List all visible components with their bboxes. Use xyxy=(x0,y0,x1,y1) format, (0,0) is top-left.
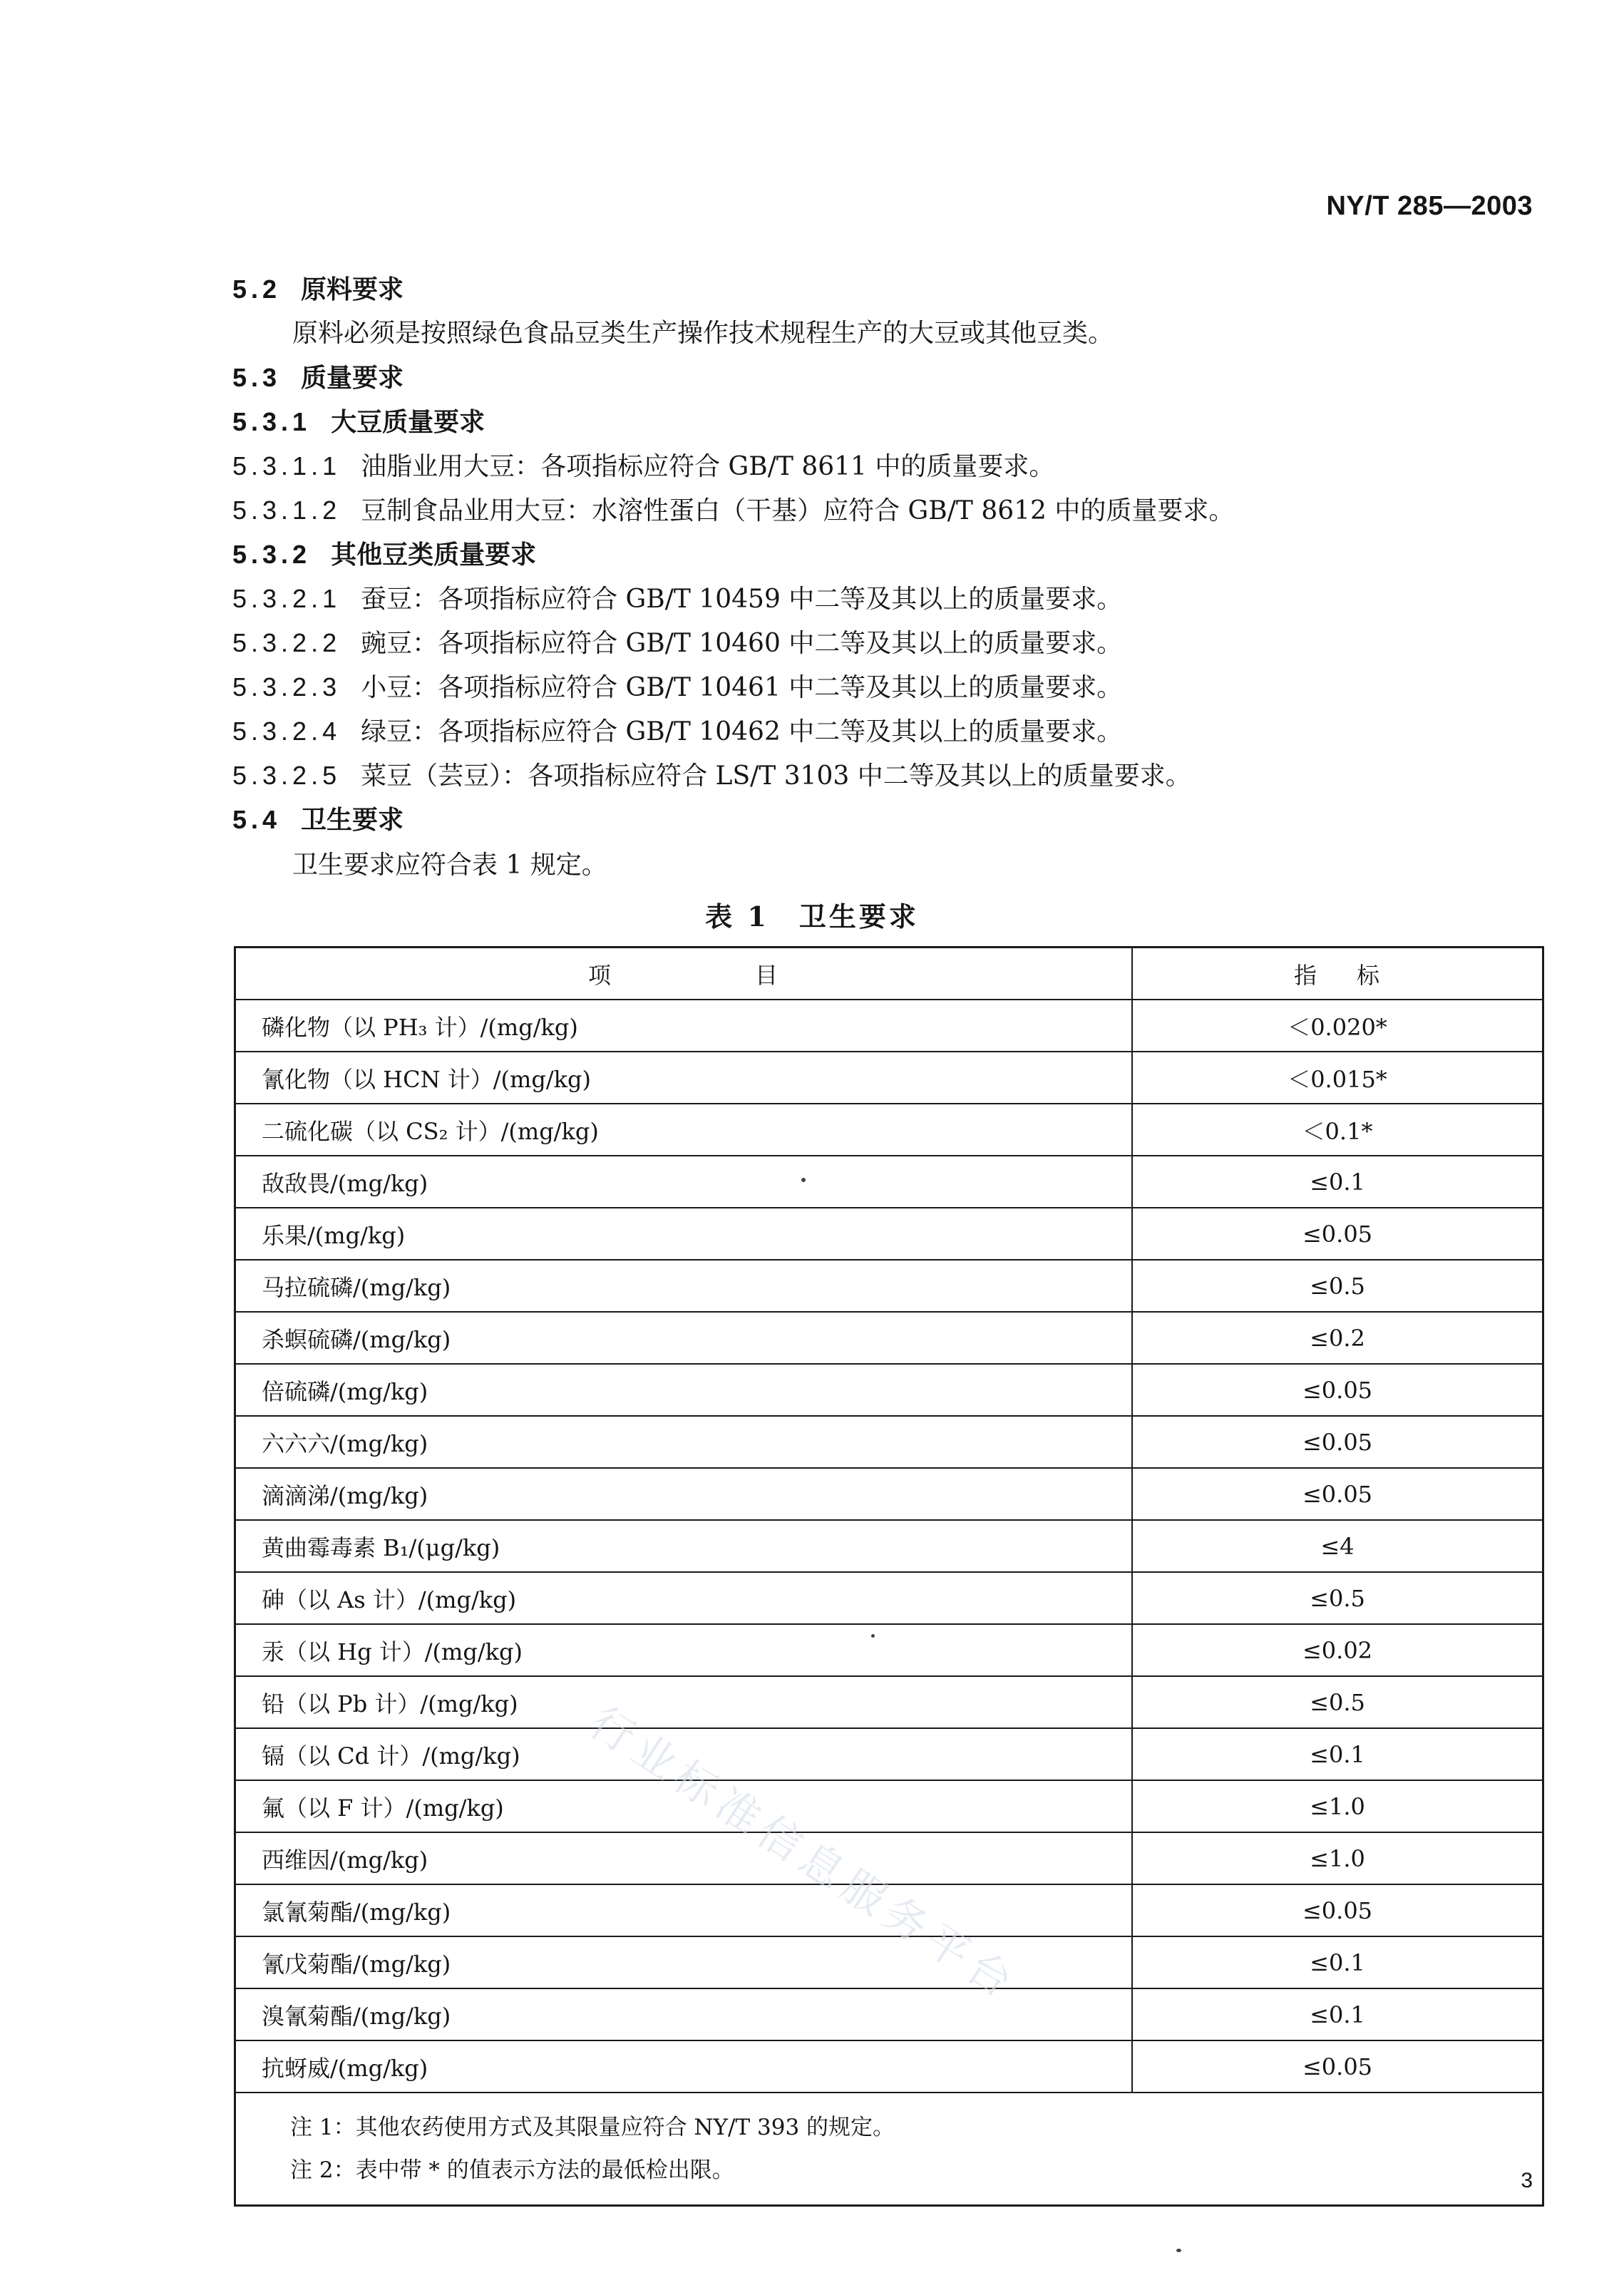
section-title: 质量要求 xyxy=(301,363,404,393)
clause-number: 5.3.2.4 xyxy=(232,717,341,746)
item-cell: 溴氰菊酯/(mg/kg) xyxy=(235,1988,1133,2040)
section-5-3-1-heading xyxy=(232,405,485,439)
scan-speck xyxy=(801,1178,806,1182)
indicator-cell: ≤0.1 xyxy=(1132,1728,1543,1780)
item-cell: 磷化物（以 PH₃ 计）/(mg/kg) xyxy=(235,1000,1133,1052)
table-row xyxy=(235,1052,1543,1104)
clause-5-3-1-2 xyxy=(232,493,1234,528)
section-5-3-2-heading xyxy=(232,538,536,572)
table-title: 表 1 卫生要求 xyxy=(705,900,919,933)
indicator-cell: ≤0.5 xyxy=(1132,1676,1543,1728)
indicator-cell: ≤0.05 xyxy=(1132,1416,1543,1468)
clause-5-3-2-3 xyxy=(232,670,1122,705)
table-row xyxy=(235,1468,1543,1520)
table-row xyxy=(235,1000,1543,1052)
item-cell: 敌敌畏/(mg/kg) xyxy=(235,1156,1133,1208)
item-cell: 氟（以 F 计）/(mg/kg) xyxy=(235,1780,1133,1832)
section-5-4-body: 卫生要求应符合表 1 规定。 xyxy=(292,851,607,880)
indicator-cell: ≤0.2 xyxy=(1132,1312,1543,1364)
indicator-cell: ≤0.05 xyxy=(1132,1208,1543,1260)
table-row xyxy=(235,1728,1543,1780)
indicator-cell: ≤0.1 xyxy=(1132,1988,1543,2040)
section-title: 卫生要求 xyxy=(301,805,404,835)
header-indicator: 指 标 xyxy=(1132,948,1543,1000)
item-cell: 黄曲霉毒素 B₁/(μg/kg) xyxy=(235,1520,1133,1572)
section-number: 5.3.1 xyxy=(232,407,312,436)
item-cell: 铅（以 Pb 计）/(mg/kg) xyxy=(235,1676,1133,1728)
section-5-3-heading xyxy=(232,361,404,395)
section-title: 大豆质量要求 xyxy=(331,407,485,437)
table-notes-row xyxy=(235,2093,1543,2206)
indicator-cell: ≤0.05 xyxy=(1132,1468,1543,1520)
table-row xyxy=(235,1312,1543,1364)
table-row xyxy=(235,1624,1543,1676)
item-cell: 氰戊菊酯/(mg/kg) xyxy=(235,1936,1133,1988)
page-number: 3 xyxy=(1521,2169,1533,2192)
item-cell: 汞（以 Hg 计）/(mg/kg) xyxy=(235,1624,1133,1676)
note-1: 注 1：其他农药使用方式及其限量应符合 NY/T 393 的规定。 xyxy=(290,2115,895,2140)
section-title: 原料要求 xyxy=(301,274,404,304)
clause-text: 油脂业用大豆：各项指标应符合 GB/T 8611 中的质量要求。 xyxy=(361,452,1055,481)
clause-number: 5.3.2.5 xyxy=(232,761,341,790)
scan-speck xyxy=(1176,2249,1181,2252)
indicator-cell: ≤0.5 xyxy=(1132,1572,1543,1624)
clause-5-3-1-1 xyxy=(232,449,1054,484)
table-row xyxy=(235,1780,1543,1832)
indicator-cell: ＜0.015* xyxy=(1132,1052,1543,1104)
clause-text: 菜豆（芸豆）：各项指标应符合 LS/T 3103 中二等及其以上的质量要求。 xyxy=(361,761,1191,791)
clause-5-3-2-5 xyxy=(232,759,1191,794)
indicator-cell: ≤4 xyxy=(1132,1520,1543,1572)
table-row xyxy=(235,1364,1543,1416)
table-row xyxy=(235,1260,1543,1312)
table-row xyxy=(235,1936,1543,1988)
table-row xyxy=(235,1208,1543,1260)
indicator-cell: ≤1.0 xyxy=(1132,1832,1543,1884)
table-row xyxy=(235,1520,1543,1572)
item-cell: 抗蚜威/(mg/kg) xyxy=(235,2040,1133,2093)
clause-number: 5.3.2.3 xyxy=(232,672,341,702)
indicator-cell: ≤0.05 xyxy=(1132,1364,1543,1416)
indicator-cell: ≤0.05 xyxy=(1132,2040,1543,2093)
section-5-2-heading xyxy=(232,272,404,307)
clause-5-3-2-4 xyxy=(232,714,1122,749)
table-notes xyxy=(235,2093,1543,2206)
indicator-cell: ＜0.1* xyxy=(1132,1104,1543,1156)
section-5-2-body: 原料必须是按照绿色食品豆类生产操作技术规程生产的大豆或其他豆类。 xyxy=(292,319,1114,348)
note-2: 注 2：表中带 * 的值表示方法的最低检出限。 xyxy=(290,2157,734,2183)
table-row xyxy=(235,2040,1543,2093)
section-title: 其他豆类质量要求 xyxy=(331,540,537,570)
indicator-cell: ＜0.020* xyxy=(1132,1000,1543,1052)
item-cell: 六六六/(mg/kg) xyxy=(235,1416,1133,1468)
indicator-cell: ≤1.0 xyxy=(1132,1780,1543,1832)
clause-number: 5.3.2.2 xyxy=(232,628,341,657)
clause-5-3-2-2 xyxy=(232,626,1122,661)
clause-number: 5.3.2.1 xyxy=(232,584,341,613)
table-row xyxy=(235,1676,1543,1728)
item-cell: 氯氰菊酯/(mg/kg) xyxy=(235,1884,1133,1936)
item-cell: 乐果/(mg/kg) xyxy=(235,1208,1133,1260)
hygiene-requirements-table xyxy=(234,946,1544,2207)
table-row xyxy=(235,1104,1543,1156)
indicator-cell: ≤0.02 xyxy=(1132,1624,1543,1676)
scan-speck xyxy=(871,1634,875,1638)
clause-5-3-2-1 xyxy=(232,582,1122,617)
indicator-cell: ≤0.1 xyxy=(1132,1936,1543,1988)
item-cell: 砷（以 As 计）/(mg/kg) xyxy=(235,1572,1133,1624)
table-header-row xyxy=(235,948,1543,1000)
indicator-cell: ≤0.05 xyxy=(1132,1884,1543,1936)
item-cell: 氰化物（以 HCN 计）/(mg/kg) xyxy=(235,1052,1133,1104)
clause-text: 豆制食品业用大豆：水溶性蛋白（干基）应符合 GB/T 8612 中的质量要求。 xyxy=(361,496,1235,525)
header-item: 项 目 xyxy=(235,948,1133,1000)
item-cell: 二硫化碳（以 CS₂ 计）/(mg/kg) xyxy=(235,1104,1133,1156)
clause-text: 蚕豆：各项指标应符合 GB/T 10459 中二等及其以上的质量要求。 xyxy=(361,585,1123,614)
section-5-4-heading xyxy=(232,803,404,837)
section-number: 5.3.2 xyxy=(232,540,312,569)
clause-number: 5.3.1.2 xyxy=(232,496,341,525)
item-cell: 倍硫磷/(mg/kg) xyxy=(235,1364,1133,1416)
section-number: 5.4 xyxy=(232,805,282,834)
indicator-cell: ≤0.5 xyxy=(1132,1260,1543,1312)
table-row xyxy=(235,1416,1543,1468)
clause-number: 5.3.1.1 xyxy=(232,451,341,481)
table-row xyxy=(235,1156,1543,1208)
item-cell: 镉（以 Cd 计）/(mg/kg) xyxy=(235,1728,1133,1780)
table-row xyxy=(235,1572,1543,1624)
item-cell: 杀螟硫磷/(mg/kg) xyxy=(235,1312,1133,1364)
section-number: 5.2 xyxy=(232,274,282,304)
clause-text: 小豆：各项指标应符合 GB/T 10461 中二等及其以上的质量要求。 xyxy=(361,673,1123,702)
clause-text: 绿豆：各项指标应符合 GB/T 10462 中二等及其以上的质量要求。 xyxy=(361,717,1123,746)
watermark: 行业标准信息服务平台 xyxy=(580,1697,1027,2011)
clause-text: 豌豆：各项指标应符合 GB/T 10460 中二等及其以上的质量要求。 xyxy=(361,629,1123,658)
item-cell: 滴滴涕/(mg/kg) xyxy=(235,1468,1133,1520)
table-row xyxy=(235,1988,1543,2040)
item-cell: 马拉硫磷/(mg/kg) xyxy=(235,1260,1133,1312)
indicator-cell: ≤0.1 xyxy=(1132,1156,1543,1208)
item-cell: 西维因/(mg/kg) xyxy=(235,1832,1133,1884)
section-number: 5.3 xyxy=(232,363,282,392)
standard-code: NY/T 285—2003 xyxy=(1326,191,1533,221)
